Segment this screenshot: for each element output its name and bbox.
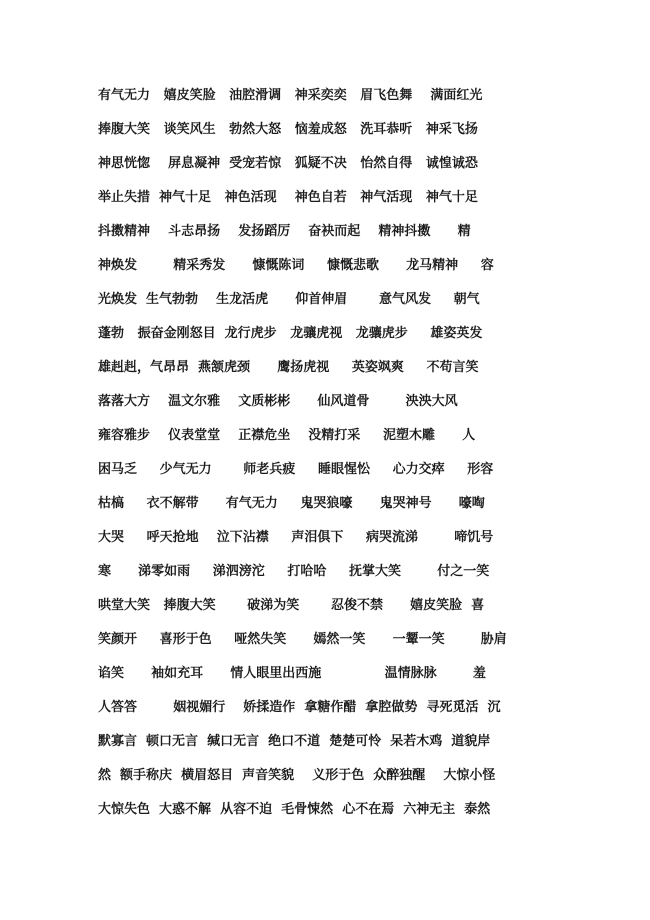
text-line: 枯槁 衣不解带 有气无力 鬼哭狼嚎 鬼哭神号 嚎啕	[98, 496, 485, 511]
text-line: 捧腹大笑 谈笑风生 勃然大怒 恼羞成怒 洗耳恭听 神采飞扬	[98, 122, 478, 137]
text-line: 然 额手称庆 横眉怒目 声音笑貌 义形于色 众醉独醒 大惊小怪	[98, 768, 496, 783]
text-line: 大哭 呼天抢地 泣下沾襟 声泪俱下 病哭流涕 啼饥号	[98, 530, 494, 545]
text-line: 光焕发 生气勃勃 生龙活虎 仰首伸眉 意气风发 朝气	[98, 292, 480, 307]
text-line: 举止失措 神气十足 神色活现 神色自若 神气活现 神气十足	[98, 190, 478, 205]
text-line: 默寡言 顿口无言 缄口无言 绝口不道 楚楚可怜 呆若木鸡 道貌岸	[98, 734, 491, 749]
text-line: 大惊失色 大惑不解 从容不迫 毛骨悚然 心不在焉 六神无主 泰然	[98, 802, 491, 817]
text-line: 哄堂大笑 捧腹大笑 破涕为笑 忍俊不禁 嬉皮笑脸 喜	[98, 598, 485, 613]
idiom-text-block	[98, 86, 558, 834]
text-line: 雍容雅步 仪表堂堂 正襟危坐 没精打采 泥塑木雕 人	[98, 428, 476, 443]
text-line: 有气无力 嬉皮笑脸 油腔滑调 神采奕奕 眉飞色舞 满面红光	[98, 88, 483, 103]
text-line: 困马乏 少气无力 师老兵疲 睡眼惺忪 心力交瘁 形容	[98, 462, 494, 477]
text-line: 谄笑 袖如充耳 情人眼里出西施 温情脉脉 羞	[98, 666, 486, 681]
text-line: 蓬勃 振奋金刚怒目 龙行虎步 龙骧虎视 龙骧虎步 雄姿英发	[98, 326, 483, 341]
text-line: 神思恍惚 屏息凝神 受宠若惊 狐疑不决 怡然自得 诚惶诚恐	[98, 156, 478, 171]
text-line: 落落大方 温文尔雅 文质彬彬 仙风道骨 泱泱大风	[98, 394, 458, 409]
text-line: 寒 涕零如雨 涕泗滂沱 打哈哈 抚掌大笑 付之一笑	[98, 564, 490, 579]
text-line: 雄赳赳，气昂昂 燕颔虎颈 鹰扬虎视 英姿飒爽 不苟言笑	[98, 360, 479, 375]
text-line: 神焕发 精采秀发 慷慨陈词 慷慨悲歌 龙马精神 容	[98, 258, 494, 273]
text-line: 笑颜开 喜形于色 哑然失笑 嫣然一笑 一颦一笑 胁肩	[98, 632, 507, 647]
text-line: 抖擞精神 斗志昂扬 发扬蹈厉 奋袂而起 精神抖擞 精	[98, 224, 471, 239]
text-line: 人答答 姻视媚行 娇揉造作 拿糖作醋 拿腔做势 寻死觅活 沉	[98, 700, 501, 715]
